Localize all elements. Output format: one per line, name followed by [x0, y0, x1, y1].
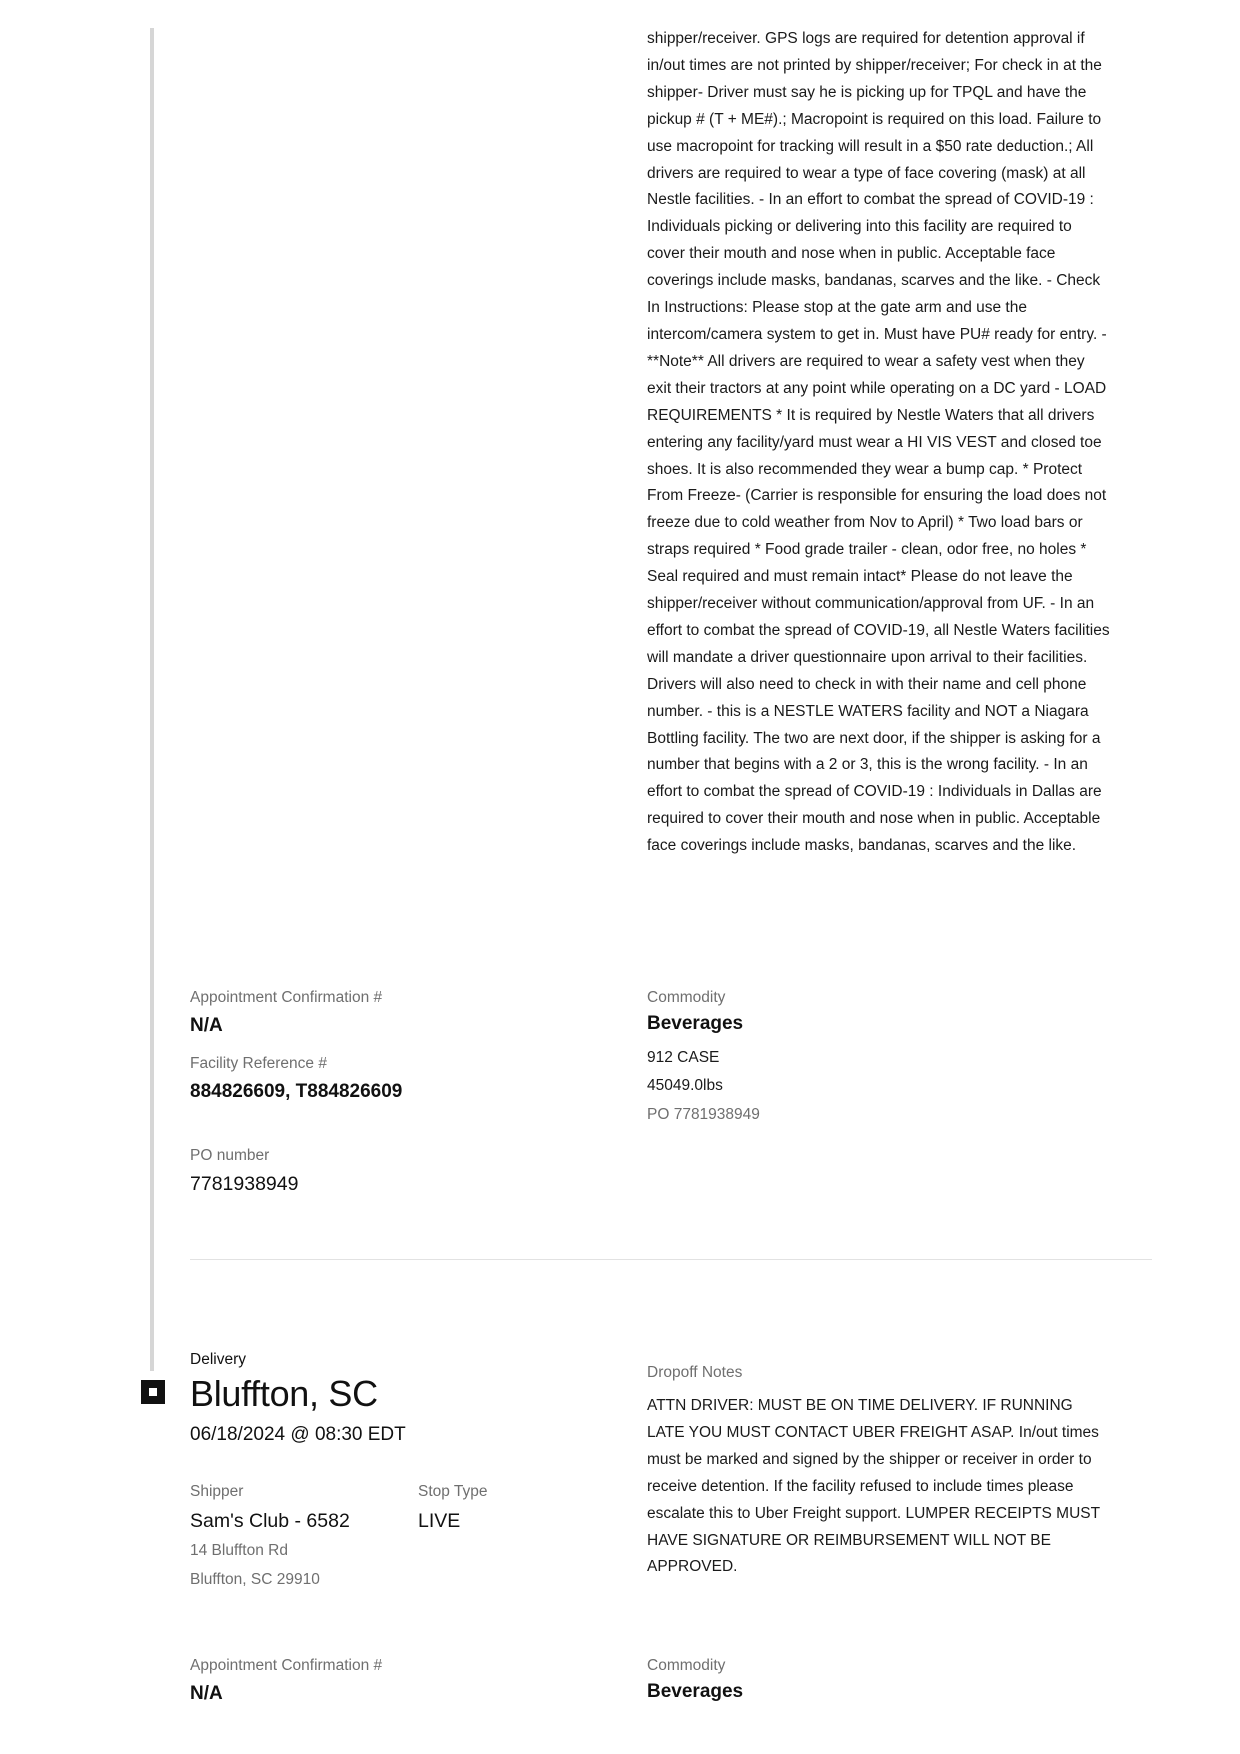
- facility-reference-value: 884826609, T884826609: [190, 1081, 403, 1102]
- shipper-name: Sam's Club - 6582: [190, 1510, 350, 1532]
- stop-timeline-line: [150, 28, 154, 1371]
- stop-type-label: Stop Type: [418, 1483, 488, 1500]
- shipper-label: Shipper: [190, 1483, 244, 1500]
- section-divider: [190, 1259, 1152, 1260]
- stop-type-tag: Delivery: [190, 1351, 246, 1368]
- commodity-quantity: 912 CASE: [647, 1049, 720, 1066]
- po-number-value: 7781938949: [190, 1173, 299, 1195]
- appointment-confirmation-label: Appointment Confirmation #: [190, 989, 383, 1006]
- delivery-stop-marker-icon: [141, 1380, 165, 1404]
- shipper-address-line1: 14 Bluffton Rd: [190, 1542, 288, 1559]
- delivery-city: Bluffton, SC: [190, 1373, 378, 1414]
- delivery-commodity-value: Beverages: [647, 1681, 744, 1702]
- dropoff-notes-text: ATTN DRIVER: MUST BE ON TIME DELIVERY. IF RUNNING LATE YOU MUST CONTACT UBER FREIGHT ASAP. In/out times must be marked and signed by the shipper or receiver in order to receive detention. If the facility refused to include times please escalate this to Uber Freight support. LUMPER RECEIPTS MUST HAVE SIGNATURE OR REIMBURSEMENT WILL NOT BE APPROVED.: [647, 1397, 1100, 1576]
- stop-marker-center: [149, 1388, 157, 1396]
- commodity-po: PO 7781938949: [647, 1106, 760, 1123]
- po-number-label: PO number: [190, 1147, 270, 1164]
- appointment-confirmation-value: N/A: [190, 1015, 223, 1036]
- commodity-value: Beverages: [647, 1013, 744, 1034]
- shipper-address-line2: Bluffton, SC 29910: [190, 1571, 320, 1588]
- delivery-commodity-label: Commodity: [647, 1657, 726, 1674]
- delivery-datetime: 06/18/2024 @ 08:30 EDT: [190, 1424, 406, 1445]
- delivery-appointment-confirmation-label: Appointment Confirmation #: [190, 1657, 383, 1674]
- delivery-appointment-confirmation-value: N/A: [190, 1683, 223, 1704]
- pickup-notes-text: shipper/receiver. GPS logs are required for detention approval if in/out times are not printed by shipper/receiver; For check in at the shipper- Driver must say he is picking up for TPQL and have the pickup # (T + ME#).; Macropoint is required on this load. Failure to use macropoint for tracking will result in a $50 rate deduction.; All drivers are required to wear a type of face covering (mask) at all Nestle facilities. - In an effort to combat the spread of COVID-19 : Individuals picking or delivering into this facility are required to cover their mouth and nose when in public. Acceptable face coverings include masks, bandanas, scarves and the like. - Check In Instructions: Please stop at the gate arm and use the intercom/camera system to get in. Must have PU# ready for entry. - **Note** All drivers are required to wear a safety vest when they exit their tractors at any point while operating on a DC yard - LOAD REQUIREMENTS * It is required by Nestle Waters that all drivers entering any facility/yard must wear a HI VIS VEST and closed toe shoes. It is also recommended they wear a bump cap. * Protect From Freeze- (Carrier is responsible for ensuring the load does not freeze due to cold weather from Nov to April) * Two load bars or straps required * Food grade trailer - clean, odor free, no holes * Seal required and must remain intact* Please do not leave the shipper/receiver without communication/approval from UF. - In an effort to combat the spread of COVID-19, all Nestle Waters facilities will mandate a driver questionnaire upon arrival to their facilities. Drivers will also need to check in with their name and cell phone number. - this is a NESTLE WATERS facility and NOT a Niagara Bottling facility. The two are next door, if the shipper is asking for a number that begins with a 2 or 3, this is the wrong facility. - In an effort to combat the spread of COVID-19 : Individuals in Dallas are required to cover their mouth and nose when in public. Acceptable face coverings include masks, bandanas, scarves and the like.: [647, 30, 1110, 855]
- facility-reference-label: Facility Reference #: [190, 1055, 327, 1072]
- commodity-weight: 45049.0lbs: [647, 1077, 723, 1094]
- stop-type-value: LIVE: [418, 1510, 461, 1532]
- commodity-label: Commodity: [647, 989, 726, 1006]
- dropoff-notes-label: Dropoff Notes: [647, 1364, 743, 1381]
